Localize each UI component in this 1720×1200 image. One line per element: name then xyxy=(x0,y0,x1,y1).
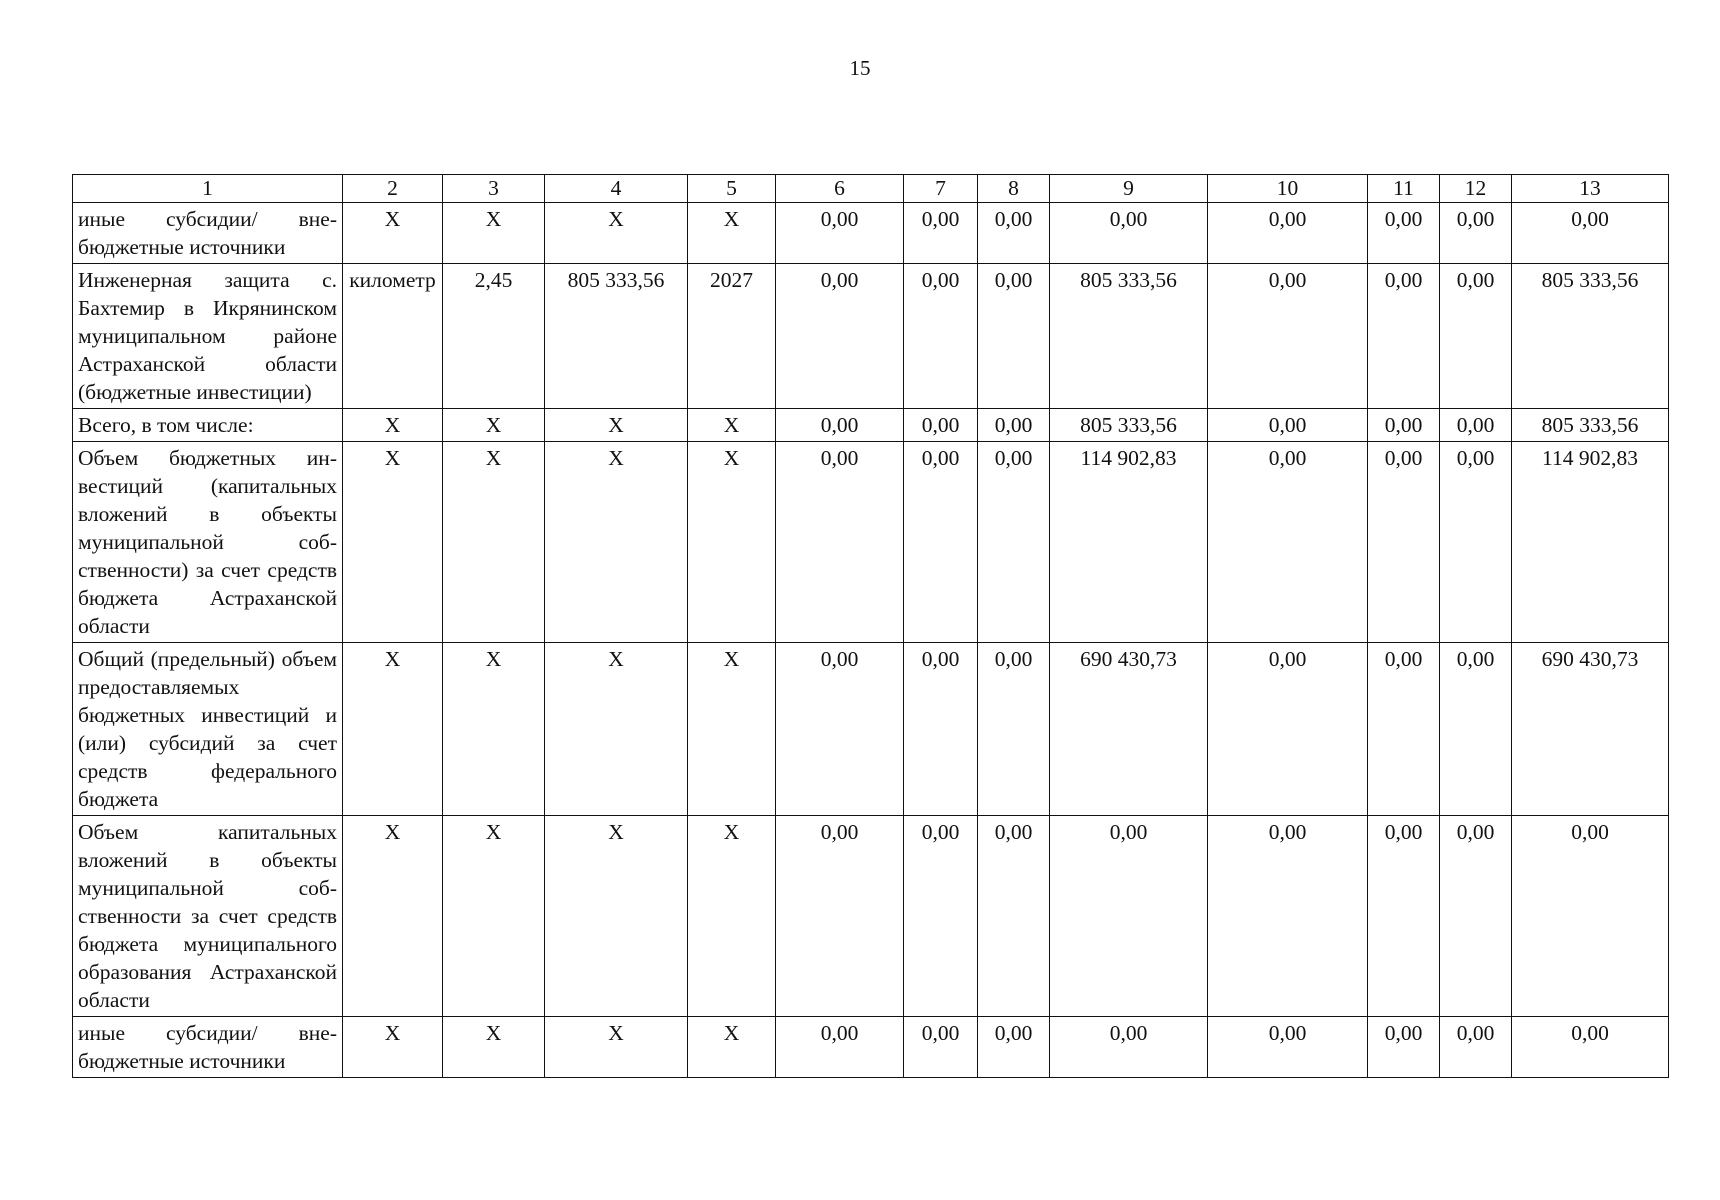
table-cell: Х xyxy=(343,203,443,264)
table-cell: 0,00 xyxy=(978,409,1050,442)
table-cell: 0,00 xyxy=(1208,1017,1368,1078)
table-cell: 2027 xyxy=(688,264,776,409)
table-cell: Х xyxy=(443,442,545,643)
table-cell: Х xyxy=(545,643,688,816)
column-number: 4 xyxy=(545,175,688,203)
table-cell: 0,00 xyxy=(1440,203,1512,264)
table-cell: Х xyxy=(443,409,545,442)
table-cell: Х xyxy=(443,203,545,264)
table-cell: 114 902,83 xyxy=(1512,442,1669,643)
table-cell: 0,00 xyxy=(1368,643,1440,816)
table-row xyxy=(73,816,1669,1017)
table-cell: 0,00 xyxy=(1050,1017,1208,1078)
table-cell: 2,45 xyxy=(443,264,545,409)
table-cell: 0,00 xyxy=(978,643,1050,816)
table-cell: 0,00 xyxy=(904,442,978,643)
row-label: Инженерная защита с. Бахтемир в Икрянинском муниципальном районе Астраханской области (бюджетные инвестиции) xyxy=(73,264,343,409)
column-number: 11 xyxy=(1368,175,1440,203)
table-cell: 0,00 xyxy=(776,264,904,409)
table-cell: 0,00 xyxy=(776,409,904,442)
table-cell: Х xyxy=(545,1017,688,1078)
table-cell: 0,00 xyxy=(776,643,904,816)
investment-table xyxy=(72,174,1669,1078)
table-cell: 0,00 xyxy=(904,643,978,816)
table-cell: 0,00 xyxy=(1512,203,1669,264)
table-cell: 0,00 xyxy=(776,203,904,264)
table-cell: 0,00 xyxy=(1208,643,1368,816)
table-cell: 0,00 xyxy=(904,1017,978,1078)
column-number: 3 xyxy=(443,175,545,203)
row-label: Объем бюджетных инвестиций (капитальных вложений в объекты муниципальной собственности) за счет средств бюджета Астраханской области xyxy=(73,442,343,643)
table-cell: 690 430,73 xyxy=(1512,643,1669,816)
table-cell: Х xyxy=(545,442,688,643)
table-cell: 0,00 xyxy=(1440,643,1512,816)
table-cell: 0,00 xyxy=(1368,1017,1440,1078)
row-label: Всего, в том числе: xyxy=(73,409,343,442)
table-cell: Х xyxy=(443,643,545,816)
table-body xyxy=(73,175,1669,1078)
column-number: 10 xyxy=(1208,175,1368,203)
row-label: Объем капитальных вложений в объекты муниципальной собственности за счет средств бюджета муниципального образования Астраханской области xyxy=(73,816,343,1017)
table-cell: 0,00 xyxy=(904,264,978,409)
table-cell: километр xyxy=(343,264,443,409)
table-cell: 0,00 xyxy=(1440,409,1512,442)
table-cell: 0,00 xyxy=(1368,442,1440,643)
table-cell: 805 333,56 xyxy=(545,264,688,409)
table-cell: 0,00 xyxy=(978,442,1050,643)
table-cell: Х xyxy=(688,816,776,1017)
column-number: 1 xyxy=(73,175,343,203)
table-cell: Х xyxy=(688,442,776,643)
column-number: 2 xyxy=(343,175,443,203)
column-number: 8 xyxy=(978,175,1050,203)
table-cell: 0,00 xyxy=(776,816,904,1017)
table-cell: Х xyxy=(343,442,443,643)
table-cell: Х xyxy=(545,409,688,442)
table-cell: Х xyxy=(343,1017,443,1078)
table-cell: 0,00 xyxy=(978,1017,1050,1078)
row-label: Общий (предельный) объем предоставляемых бюджетных инвестиций и (или) субсидий за счет средств федерального бюджета xyxy=(73,643,343,816)
column-number: 12 xyxy=(1440,175,1512,203)
table-cell: 0,00 xyxy=(978,816,1050,1017)
row-label: иные субсидии/ внебюджетные источники xyxy=(73,203,343,264)
table-cell: 0,00 xyxy=(904,409,978,442)
table-cell: 0,00 xyxy=(776,1017,904,1078)
table-cell: Х xyxy=(688,203,776,264)
table-cell: 805 333,56 xyxy=(1512,264,1669,409)
table-cell: 0,00 xyxy=(1208,203,1368,264)
table-cell: 0,00 xyxy=(1440,1017,1512,1078)
table-cell: Х xyxy=(688,1017,776,1078)
table-cell: 0,00 xyxy=(1208,816,1368,1017)
table-cell: 0,00 xyxy=(1440,442,1512,643)
table-cell: 0,00 xyxy=(904,203,978,264)
table-cell: 0,00 xyxy=(1208,409,1368,442)
table-cell: 0,00 xyxy=(1050,203,1208,264)
table-cell: Х xyxy=(688,409,776,442)
table-row xyxy=(73,643,1669,816)
row-label: иные субсидии/ внебюджетные источники xyxy=(73,1017,343,1078)
column-number: 7 xyxy=(904,175,978,203)
table-cell: 0,00 xyxy=(904,816,978,1017)
table-cell: 0,00 xyxy=(1208,264,1368,409)
table-cell: 0,00 xyxy=(776,442,904,643)
table-cell: 0,00 xyxy=(1440,264,1512,409)
table-cell: 805 333,56 xyxy=(1512,409,1669,442)
table-cell: Х xyxy=(545,816,688,1017)
column-number: 6 xyxy=(776,175,904,203)
table-cell: 805 333,56 xyxy=(1050,409,1208,442)
table-cell: Х xyxy=(443,1017,545,1078)
table-cell: 0,00 xyxy=(1208,442,1368,643)
table-row xyxy=(73,442,1669,643)
table-row xyxy=(73,203,1669,264)
table-cell: 0,00 xyxy=(1368,816,1440,1017)
table-cell: Х xyxy=(343,643,443,816)
table-cell: 0,00 xyxy=(1368,409,1440,442)
table-cell: 0,00 xyxy=(978,203,1050,264)
page-number: 15 xyxy=(849,56,871,80)
table-cell: 0,00 xyxy=(1368,203,1440,264)
column-number: 9 xyxy=(1050,175,1208,203)
table-cell: Х xyxy=(545,203,688,264)
table-cell: 114 902,83 xyxy=(1050,442,1208,643)
table-cell: Х xyxy=(343,816,443,1017)
table-cell: 0,00 xyxy=(1512,1017,1669,1078)
table-row xyxy=(73,264,1669,409)
table-cell: 0,00 xyxy=(1512,816,1669,1017)
table-cell: 0,00 xyxy=(1050,816,1208,1017)
table-cell: 0,00 xyxy=(1440,816,1512,1017)
table-row xyxy=(73,409,1669,442)
table-cell: 0,00 xyxy=(1368,264,1440,409)
table-cell: Х xyxy=(343,409,443,442)
column-number: 13 xyxy=(1512,175,1669,203)
table-cell: Х xyxy=(688,643,776,816)
column-number: 5 xyxy=(688,175,776,203)
column-numbers-row xyxy=(73,175,1669,203)
table-cell: 0,00 xyxy=(978,264,1050,409)
table-row xyxy=(73,1017,1669,1078)
table-cell: 690 430,73 xyxy=(1050,643,1208,816)
table-cell: Х xyxy=(443,816,545,1017)
table-cell: 805 333,56 xyxy=(1050,264,1208,409)
